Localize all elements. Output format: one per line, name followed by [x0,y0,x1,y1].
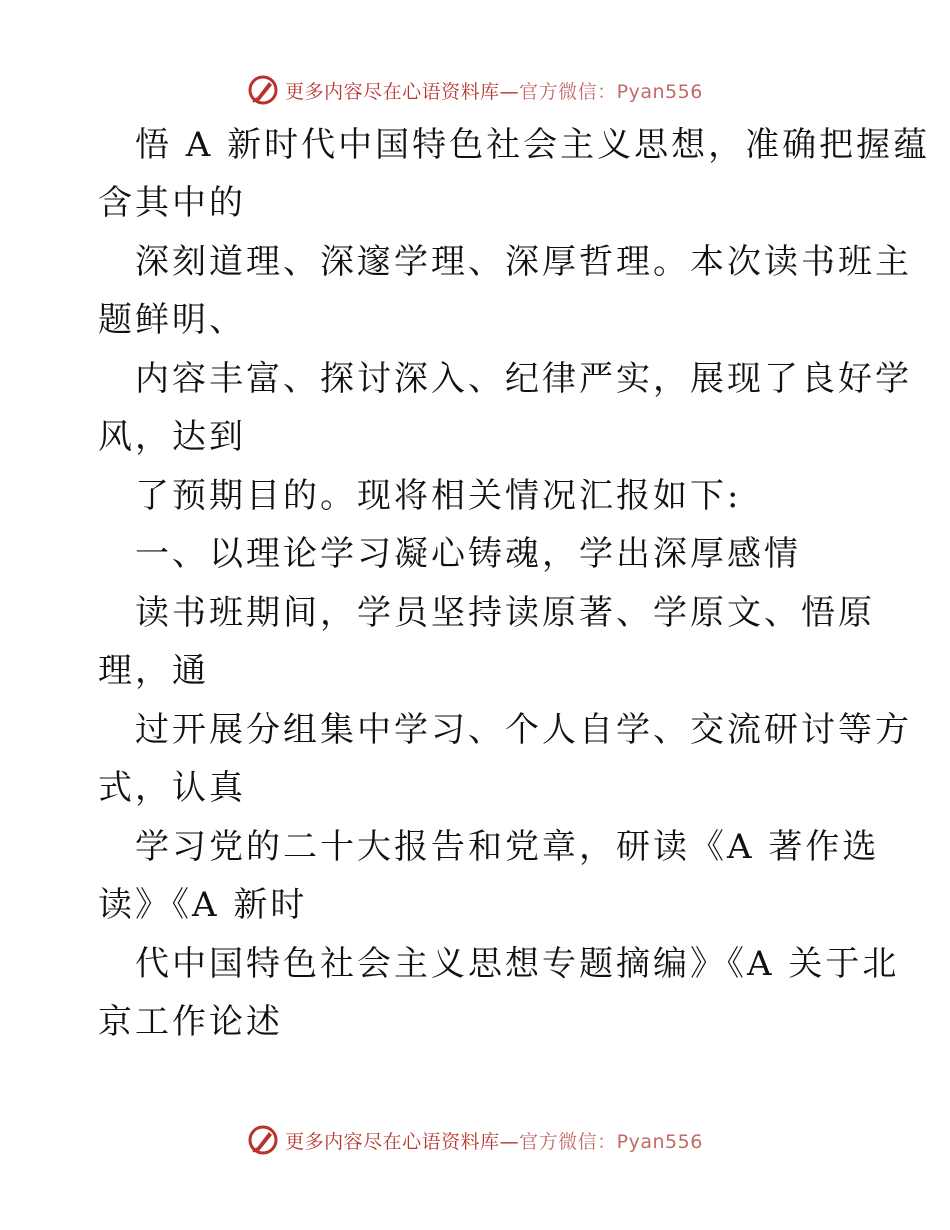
header-watermark [0,70,950,110]
body-line: 学习党的二十大报告和党章，研读《A 著作选 [135,827,880,867]
watermark-contact: 官方微信：Pyan556 [519,80,703,103]
body-line: 含其中的 [98,183,246,223]
quill-pen-logo-icon [247,74,279,106]
body-line: 读书班期间，学员坚持读原著、学原文、悟原 [135,593,875,633]
body-line: 了预期目的。现将相关情况汇报如下: [135,476,742,516]
body-line: 内容丰富、探讨深入、纪律严实，展现了良好学 [135,359,912,399]
body-line: 悟 A 新时代中国特色社会主义思想，准确把握蕴 [135,125,931,165]
watermark-separator: — [499,80,520,103]
watermark-brand: 更多内容尽在心语资料库 [285,1130,500,1153]
watermark-separator: — [499,1130,520,1153]
body-line: 过开展分组集中学习、个人自学、交流研讨等方 [135,710,912,750]
body-line: 风，达到 [98,417,246,457]
body-line: 代中国特色社会主义思想专题摘编》《A 关于北 [135,944,900,984]
body-line: 读》《A 新时 [98,885,308,925]
body-line: 理，通 [98,651,209,691]
body-line: 京工作论述 [98,1002,283,1042]
watermark-contact: 官方微信：Pyan556 [519,1130,703,1153]
body-line: 式，认真 [98,768,246,808]
footer-watermark [0,1120,950,1160]
body-line: 深刻道理、深邃学理、深厚哲理。本次读书班主 [135,242,912,282]
watermark-brand: 更多内容尽在心语资料库 [285,80,500,103]
quill-pen-logo-icon [247,1124,279,1156]
section-heading: 一、以理论学习凝心铸魂，学出深厚感情 [135,534,801,574]
body-line: 题鲜明、 [98,300,246,340]
